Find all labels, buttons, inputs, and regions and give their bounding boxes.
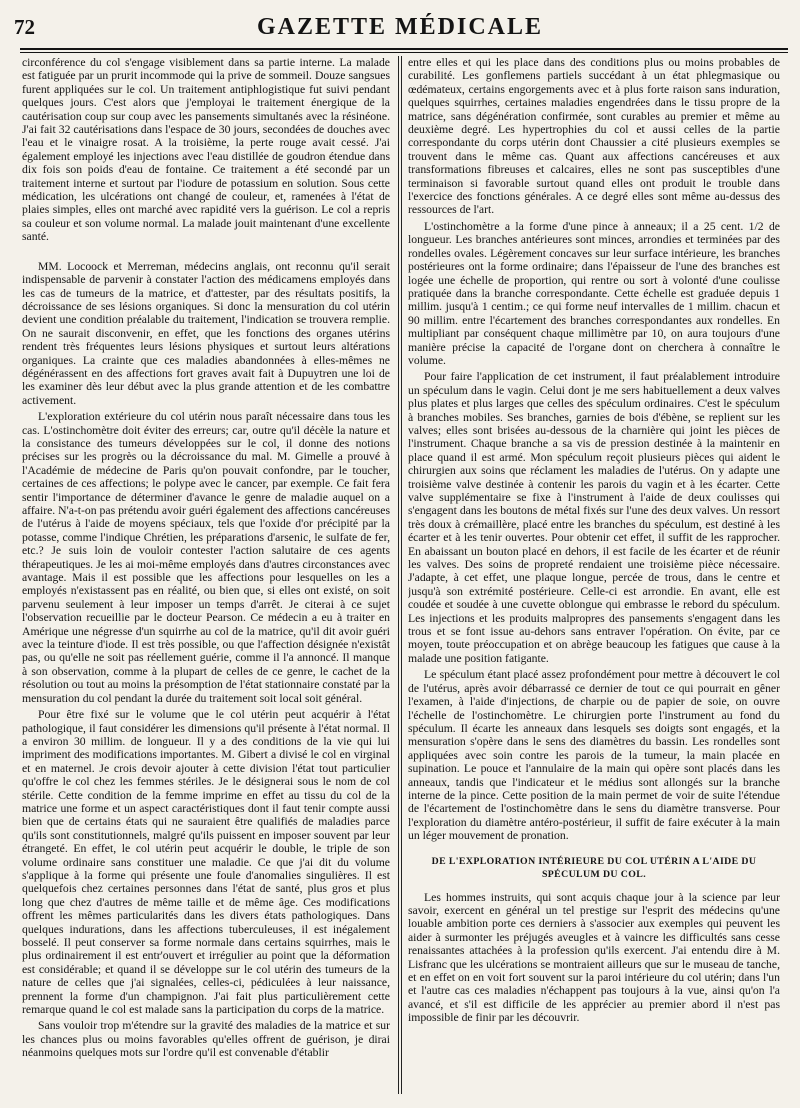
paragraph: Le spéculum étant placé assez profondément pour mettre à découvert le col de l'utérus, après avoir débarrassé ce dernier de tout ce qui pourrait en gêner l'examen, à l'aide d'injections, de charpie ou de papier de soie, on ouvre l'échelle de l'ostinchomètre. Le chirurgien porte l'instrument au fond du spéculum. Il écarte les anneaux dans lesquels ses doigts sont engagés, et la mensuration s'opère dans le sens des diamètres du bassin. Les rondelles sont appliquées avec soin contre les parois de la tumeur, la main placée en supination. Le pouce et l'annulaire de la main qui opère sont placés dans les anneaux, tandis que l'indicateur et le médius sont allongés sur la branche interne de la pince. Cette position de la main permet de voir de suite l'étendue de l'écartement de l'ostinchomètre dans le sens du diamètre transverse. Pour l'exploration du diamètre antéro-postérieur, il suffit de faire exécuter à la main un léger mouvement de pronation. [408, 668, 780, 843]
column-divider [398, 56, 399, 1094]
paragraph: Pour être fixé sur le volume que le col utérin peut acquérir à l'état pathologique, il faut considérer les dimensions qu'il présente à l'état normal. Il a environ 30 millim. de longueur. Il y a des conditions de la vie qui lui impriment des modifications importantes. M. Gibert a divisé le col en virginal et en maternel. Je crois devoir ajouter à cette division l'état tout particulier qu'offre le col chez les femmes stériles. Je le désignerai sous le nom de col stérile. Cette condition de la femme imprime en effet au tissu du col de la matrice une forme et un aspect caractéristiques dont il faut tenir compte aussi bien que de certains états qui ne sauraient être qualifiés de maladies parce qu'ils sont constitutionnels, malgré qu'ils puissent en imposer souvent par leur étrangeté. En effet, le col utérin peut acquérir le double, le triple de son volume ordinaire sans constituer une maladie. Ce que j'ai dit du volume s'applique à la forme qui présente une foule d'anomalies singulières. Il est quelquefois chez certaines personnes dans l'état de santé, plus gros et plus long que chez d'autres de même taille et de même âge. Ces modifications offrent les mêmes particularités dans les divers états pathologiques. Dans quelques indurations, dans les affections tuberculeuses, il est inégalement bosselé. Il peut conserver sa forme normale dans certains squirrhes, mais le plus ordinairement il est entr'ouvert et irrégulier au point que la déformation est considérable; et quand il se développe sur le col utérin des tumeurs de la nature de celles que j'ai signalées, celles-ci, pédiculées à leur naissance, prennent la forme d'un champignon. J'ai fait plus particulièrement cette remarque quand le col est malade sans la participation du corps de la matrice. [22, 708, 390, 1017]
column-right [408, 56, 780, 1098]
paragraph: entre elles et qui les place dans des conditions plus ou moins probables de curabilité. Les gonflemens partiels succédant à un état phlegmasique ou œdémateux, certains engorgements avec et à plus forte raison sans induration, quelques squirrhes, certaines maladies engendrées dans le tissu propre de la matrice, sans dégénération confirmée, sont curables au premier et même au deuxième degré. Les hypertrophies du col et aussi celles de la partie correspondante du corps utérin dont Chaussier a cité plusieurs exemples se trouvent dans le même cas. Quant aux affections cancéreuses et aux transformations fibreuses et calcaires, elles ne sont pas susceptibles d'une terminaison si favorable surtout quand elles ont produit le trouble dans l'exercice des fonctions générales. A ce degré elles sont même au-dessus des ressources de l'art. [408, 56, 780, 217]
paragraph: L'ostinchomètre a la forme d'une pince à anneaux; il a 25 cent. 1/2 de longueur. Les branches antérieures sont minces, arrondies et terminées par des rondelles ovales. Légèrement concaves sur leur surface intérieure, les branches postérieures ont la forme ordinaire; dans l'épaisseur de l'une des branches est logée une échelle de proportion, qui rentre ou sort à volonté d'une coulisse pratiquée dans la branche correspondante. Cette échelle est graduée depuis 1 millim. jusqu'à 1 centim.; ce qui forme neuf intervalles de 1 millim. chacun et 90 millim. entre l'écartement des branches correspondantes aux rondelles. En multipliant par conséquent chaque millimètre par 10, on aura toujours d'une manière précise la capacité de l'organe dont on cherchera à connaître le volume. [408, 219, 780, 367]
header-rule [20, 48, 788, 50]
header-rule-thin [20, 52, 788, 53]
page-number: 72 [14, 15, 35, 39]
paragraph: L'exploration extérieure du col utérin nous paraît nécessaire dans tous les cas. L'ostinchomètre doit éviter des erreurs; car, outre qu'il décèle la nature et la consistance des tumeurs développées sur le col, il donne des notions précises sur les progrès ou la décroissance du mal. M. Gimelle a prouvé à l'Académie de médecine de Paris qu'on pouvait confondre, par le toucher, certaines de ces affections; le polype avec le cancer, par exemple. Ce fait fera sentir l'importance de déterminer d'avance le genre de maladie auquel on a affaire. N'a-t-on pas prétendu avoir guéri également des affections cancéreuses de l'utérus à l'aide de moyens spéciaux, tels que l'oxide d'or précipité par la potasse, comme l'indique Chrétien, les préparations d'arsenic, le sulfate de fer, etc.? Je suis loin de vouloir contester l'action salutaire de ces agents thérapeutiques. Je les ai moi-même employés dans d'autres circonstances avec avantage. Mais il est possible que les affections pour lesquelles on les a employés n'existassent pas en réalité, ou bien que, si elles ont existé, on soit parvenu seulement à leur imposer un temps d'arrêt. Je citerai à ce sujet l'observation recueillie par le docteur Pearson. Ce médecin a eu à traiter en Amérique une négresse d'un squirrhe au col de la matrice, qu'il dit avoir guéri avec la teinture d'iode. Il est très possible, ou que l'affection désignée n'existât pas, ou qu'elle ne soit pas réellement guérie, comme il l'a annoncé. Il manque à son observation, comme à la plupart de celles de ce genre, le cachet de la résolution ou tout au moins la présomption de l'état stationnaire constaté par la mensuration du col pendant la durée du traitement soit local soit général. [22, 410, 390, 705]
newspaper-masthead: GAZETTE MÉDICALE [256, 14, 544, 40]
column-left [22, 56, 390, 1098]
paragraph: Les hommes instruits, qui sont acquis chaque jour à la science par leur savoir, exercent en général un tel prestige sur l'esprit des médecins qu'une louable ambition porte ces derniers à s'associer aux exemples qui peuvent les aider à surmonter les préjugés aveugles et à vaincre les difficultés sans cesse renaissantes attachées à la profession qu'ils exercent. J'ai entendu dire à M. Lisfranc que les ulcérations se montraient ailleurs que sur le museau de tanche, et en effet on en voit fort souvent sur la paroi intérieure du col utérin; dans l'un et l'autre cas ces maladies n'échappent pas toujours à la vue, ainsi qu'on l'a avancé, et s'il est difficile de les apprécier au premier abord il n'est pas impossible de finir par les découvrir. [408, 890, 780, 1025]
section-heading: DE L'EXPLORATION INTÉRIEURE DU COL UTÉRIN A L'AIDE DU SPÉCULUM DU COL. [431, 855, 757, 880]
column-divider [401, 56, 402, 1094]
paragraph: Pour faire l'application de cet instrument, il faut préalablement introduire un spéculum dans le vagin. Celui dont je me sers habituellement a deux valves plus plates et plus larges que celles des spéculum ordinaires. C'est le spéculum à branches mobiles. Ses branches, garnies de bois d'ébène, se replient sur les valves; elles sont brisées au-dessous de la charnière qui joint les pièces de l'instrument. Chaque branche a sa vis de pression destinée à la maintenir en place quand il est armé. Mon spéculum reçoit plusieurs pièces qui aident le chirurgien aux soins que réclament les maladies de l'utérus. On y adapte une troisième valve destinée à contenir les parois du vagin et à les écarter. Cette valve supplémentaire se fixe à l'instrument à l'aide de deux coulisses qui s'engagent dans les boutons de métal fixés sur l'une des deux valves. Un ressort très doux à crémaillère, placé entre les branches du spéculum, est destiné à les écarter et à les tenir ouvertes. Pour obtenir cet effet, il suffit de les rapprocher. En abaissant un bouton placé en dehors, il est facile de les écarter et de réunir les valves. Des soins de propreté rendaient une troisième pièce nécessaire. J'adapte, à cet effet, une plaque longue, percée de trous, dans le centre et jusqu'à son extrémité postérieure. Celle-ci est arrondie. En avant, elle est coudée et soudée à une cuvette oblongue qui embrasse le rebord du spéculum. Les injections et les produits malpropres des pansements s'engagent dans les trous et se font issue au-dehors sans entraver l'opération. On évite, par ce moyen, toute préoccupation et on abrège beaucoup les fatigues que cause à la malade une position fatigante. [408, 370, 780, 665]
paragraph: MM. Locoock et Merreman, médecins anglais, ont reconnu qu'il serait indispensable de parvenir à constater l'action des médicamens employés dans les cas de tumeurs de la matrice, et d'attester, par des résultats positifs, la décroissance de ses lésions organiques. Si donc la mensuration du col utérin devient une condition préalable du traitement, l'indication se trouvera remplie. On ne saurait disconvenir, en effet, que les fonctions des organes utérins rendent très fréquentes leurs lésions physiques et surtout leurs altérations organiques. La crainte que ces maladies abandonnées à elles-mêmes ne dégénérassent en des affections fort graves avait fait à Dupuytren une loi de les examiner dès leur début avec la plus grande attention et de les combattre activement. [22, 259, 390, 407]
paragraph: circonférence du col s'engage visiblement dans sa partie interne. La malade est fatiguée par un prurit incommode qui la prive de sommeil. Douze sangsues furent appliquées sur le col. Un traitement antiphlogistique fut suivi pendant quelques jours. C'est alors que j'employai le traitement énergique de la cautérisation coup sur coup avec les pansements simultanés avec la résinéone. J'ai fait 32 cautérisations dans l'espace de 30 jours, secondées de douches avec l'eau et le vinaigre rosat. A la troisième, la perte rouge avait cessé. J'ai également employé les injections avec l'eau distillée de goudron étendue dans dix fois son poids d'eau de fontaine. Ce traitement a été secondé par un traitement interne et surtout par l'iodure de potassium en solution. Sous cette médication, les ulcérations ont changé de couleur, et, ramenées à l'état de plaies simples, elles ont marché avec rapidité vers la guérison. Le col a repris sa couleur et son volume normal. La malade jouit maintenant d'une excellente santé. [22, 56, 390, 244]
paragraph: Sans vouloir trop m'étendre sur la gravité des maladies de la matrice et sur les chances plus ou moins favorables qu'elles offrent de guérison, je dirai néanmoins quelques mots sur l'ordre qu'il est convenable d'établir [22, 1019, 390, 1060]
